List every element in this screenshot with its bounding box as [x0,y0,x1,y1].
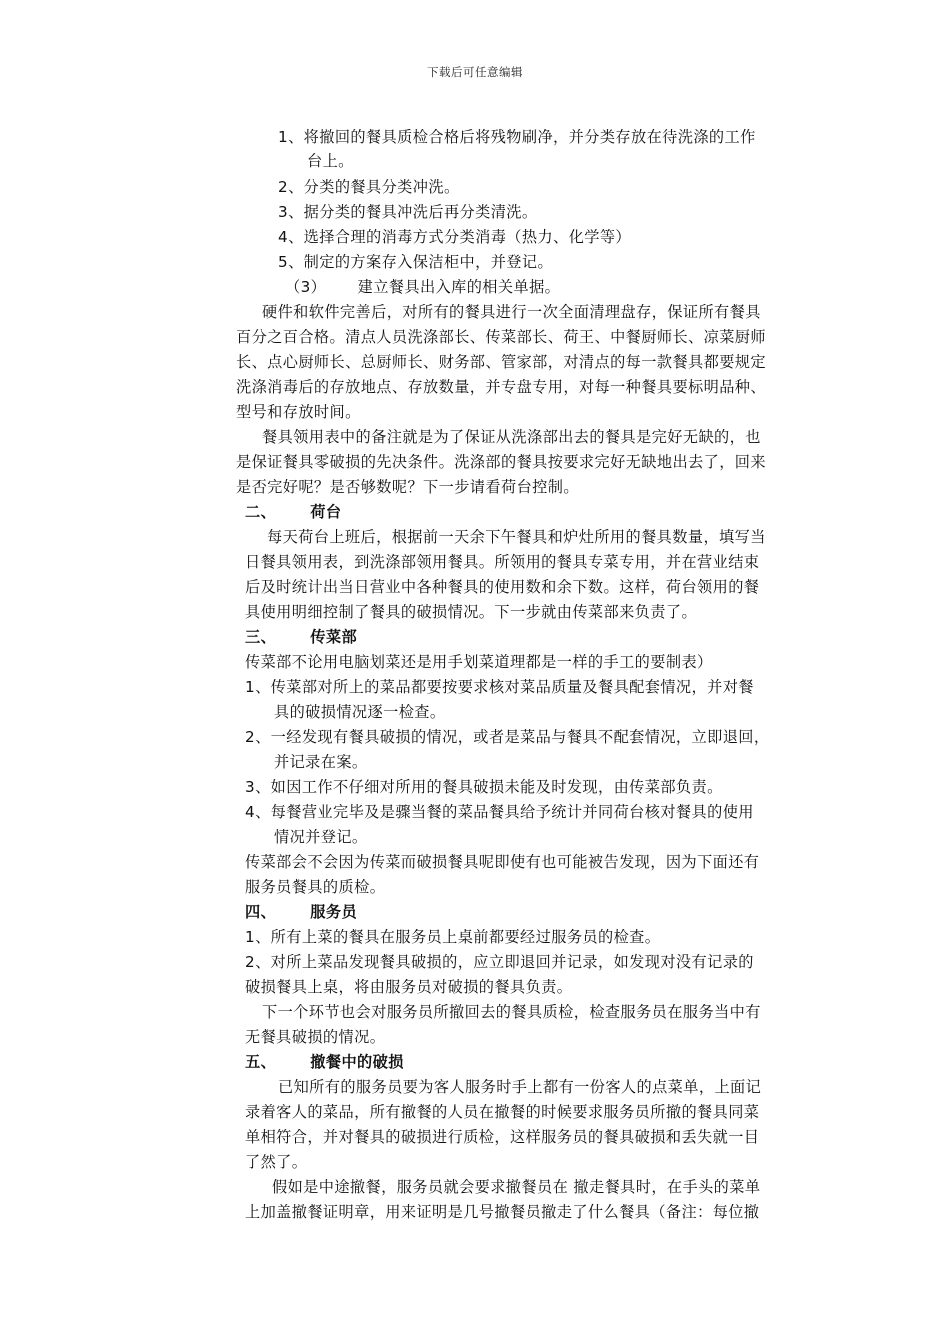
text-line: 5、制定的方案存入保洁柜中，并登记。 [278,253,554,271]
section-heading: 四、 服务员 [245,903,358,921]
text-line: 百分之百合格。清点人员洗涤部长、传菜部长、荷王、中餐厨师长、凉菜厨师 [236,328,766,346]
text-line: 传菜部会不会因为传菜而破损餐具呢即使有也可能被告发现，因为下面还有 [245,853,760,871]
text-line: 是保证餐具零破损的先决条件。洗涤部的餐具按要求完好无缺地出去了，回来 [236,453,766,471]
text-line: 每天荷台上班后，根据前一天余下午餐具和炉灶所用的餐具数量，填写当 [267,528,766,546]
text-line: 硬件和软件完善后，对所有的餐具进行一次全面清理盘存，保证所有餐具 [262,303,761,321]
page-header: 下载后可任意编辑 [427,65,523,79]
text-line: 情况并登记。 [274,828,368,846]
text-line: 是否完好呢？是否够数呢？下一步请看荷台控制。 [236,478,579,496]
section-heading: 五、 撤餐中的破损 [245,1053,404,1071]
text-line: 服务员餐具的质检。 [245,878,386,896]
text-line: 具的破损情况逐一检查。 [274,703,446,721]
text-line: 日餐具领用表，到洗涤部领用餐具。所领用的餐具专菜专用，并在营业结束 [245,553,760,571]
text-line: 型号和存放时间。 [236,403,361,421]
text-line: 已知所有的服务员要为客人服务时手上都有一份客人的点菜单，上面记 [278,1078,762,1096]
text-line: 1、传菜部对所上的菜品都要按要求核对菜品质量及餐具配套情况，并对餐 [245,678,754,696]
section-heading: 三、 传菜部 [245,628,358,646]
text-line: 破损餐具上桌，将由服务员对破损的餐具负责。 [245,978,573,996]
section-heading: 二、 荷台 [245,503,342,521]
text-line: 后及时统计出当日营业中各种餐具的使用数和余下数。这样，荷台领用的餐 [245,578,760,596]
text-line: 并记录在案。 [274,753,368,771]
text-line: 下一个环节也会对服务员所撤回去的餐具质检，检查服务员在服务当中有 [262,1003,761,1021]
text-line: 了然了。 [245,1153,308,1171]
text-line: 1、所有上菜的餐具在服务员上桌前都要经过服务员的检查。 [245,928,661,946]
text-line: 2、对所上菜品发现餐具破损的，应立即退回并记录，如发现对没有记录的 [245,953,754,971]
text-line: 无餐具破损的情况。 [245,1028,386,1046]
text-line: 3、如因工作不仔细对所用的餐具破损未能及时发现，由传菜部负责。 [245,778,723,796]
text-line: 单相符合，并对餐具的破损进行质检，这样服务员的餐具破损和丢失就一目 [245,1128,760,1146]
text-line: 3、据分类的餐具冲洗后再分类清洗。 [278,203,538,221]
text-line: 传菜部不论用电脑划菜还是用手划菜道理都是一样的手工的要制表） [245,653,713,671]
text-line: 具使用明细控制了餐具的破损情况。下一步就由传菜部来负责了。 [245,603,698,621]
text-line: 上加盖撤餐证明章，用来证明是几号撤餐员撤走了什么餐具（备注：每位撤 [245,1203,760,1221]
text-line: 4、每餐营业完毕及是骤当餐的菜品餐具给予统计并同荷台核对餐具的使用 [245,803,754,821]
text-line: 录着客人的菜品，所有撤餐的人员在撤餐的时候要求服务员所撤的餐具同菜 [245,1103,760,1121]
text-line: 台上。 [307,152,354,170]
text-line: 餐具领用表中的备注就是为了保证从洗涤部出去的餐具是完好无缺的，也 [262,428,761,446]
text-line: （3） 建立餐具出入库的相关单据。 [285,278,561,296]
text-line: 洗涤消毒后的存放地点、存放数量，并专盘专用，对每一种餐具要标明品种、 [236,378,766,396]
text-line: 4、选择合理的消毒方式分类消毒（热力、化学等） [278,228,631,246]
text-line: 假如是中途撤餐，服务员就会要求撤餐员在 撤走餐具时，在手头的菜单 [272,1178,761,1196]
text-line: 2、分类的餐具分类冲洗。 [278,178,460,196]
text-line: 1、将撤回的餐具质检合格后将残物刷净，并分类存放在待洗涤的工作 [278,128,756,146]
text-line: 2、一经发现有餐具破损的情况，或者是菜品与餐具不配套情况，立即退回， [245,728,770,746]
text-line: 长、点心厨师长、总厨师长、财务部、管家部，对清点的每一款餐具都要规定 [236,353,766,371]
